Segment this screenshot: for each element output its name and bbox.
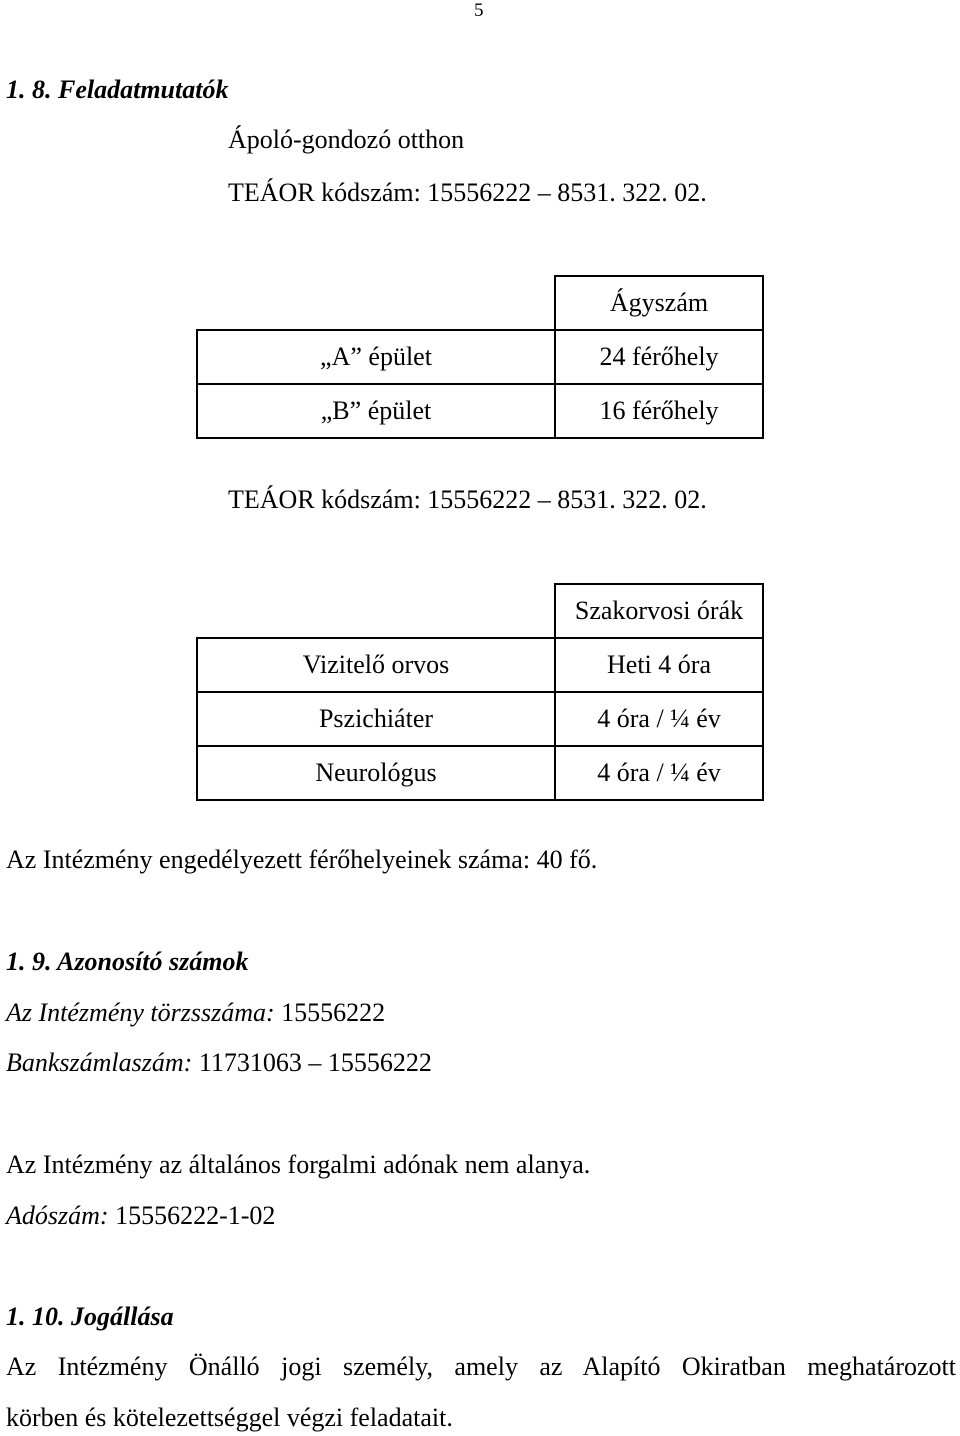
table-row	[197, 584, 763, 638]
section-heading-1-8: 1. 8. Feladatmutatók	[6, 75, 229, 104]
institution-type: Ápoló-gondozó otthon	[228, 125, 465, 154]
teaor-line-1: TEÁOR kódszám: 15556222 – 8531. 322. 02.	[228, 178, 707, 207]
table-row	[197, 746, 763, 800]
section-heading-1-9: 1. 9. Azonosító számok	[6, 947, 249, 976]
doctor-hours-value: 4 óra / ¼ év	[555, 746, 763, 800]
teaor-line-2: TEÁOR kódszám: 15556222 – 8531. 322. 02.	[228, 485, 707, 514]
tax-number-value: 15556222-1-02	[108, 1201, 276, 1230]
vat-status-text: Az Intézmény az általános forgalmi adónak nem alanya.	[6, 1150, 591, 1179]
building-a-label: „A” épület	[197, 330, 555, 384]
section-heading-1-10: 1. 10. Jogállása	[6, 1302, 174, 1331]
doctor-hours-value: 4 óra / ¼ év	[555, 692, 763, 746]
table-row	[197, 638, 763, 692]
registry-number-label: Az Intézmény törzsszáma:	[6, 998, 275, 1027]
table-cell-empty	[197, 584, 555, 638]
doctors-table-header: Szakorvosi órák	[555, 584, 763, 638]
table-row	[197, 330, 763, 384]
bank-account-label: Bankszámlaszám:	[6, 1048, 193, 1077]
registry-number-line	[6, 998, 385, 1028]
registry-number-value: 15556222	[274, 998, 386, 1027]
beds-table	[196, 275, 764, 439]
table-row	[197, 384, 763, 438]
doctor-role-label: Vizitelő orvos	[197, 638, 555, 692]
doctor-role-label: Neurológus	[197, 746, 555, 800]
tax-number-line	[6, 1201, 275, 1231]
table-row	[197, 276, 763, 330]
doctor-hours-value: Heti 4 óra	[555, 638, 763, 692]
building-b-beds: 16 férőhely	[555, 384, 763, 438]
building-b-label: „B” épület	[197, 384, 555, 438]
legal-status-line-1: Az Intézmény Önálló jogi személy, amely az Alapító Okiratban meghatározott	[6, 1352, 956, 1381]
page-number: 5	[474, 0, 484, 21]
bank-account-value: 11731063 – 15556222	[192, 1048, 432, 1077]
beds-table-header: Ágyszám	[555, 276, 763, 330]
legal-status-line-2: körben és kötelezettséggel végzi feladatait.	[6, 1403, 453, 1432]
doctor-role-label: Pszichiáter	[197, 692, 555, 746]
table-cell-empty	[197, 276, 555, 330]
capacity-text: Az Intézmény engedélyezett férőhelyeinek száma: 40 fő.	[6, 845, 598, 874]
tax-number-label: Adószám:	[6, 1201, 109, 1230]
building-a-beds: 24 férőhely	[555, 330, 763, 384]
bank-account-line	[6, 1048, 432, 1078]
table-row	[197, 692, 763, 746]
doctors-table	[196, 583, 764, 801]
